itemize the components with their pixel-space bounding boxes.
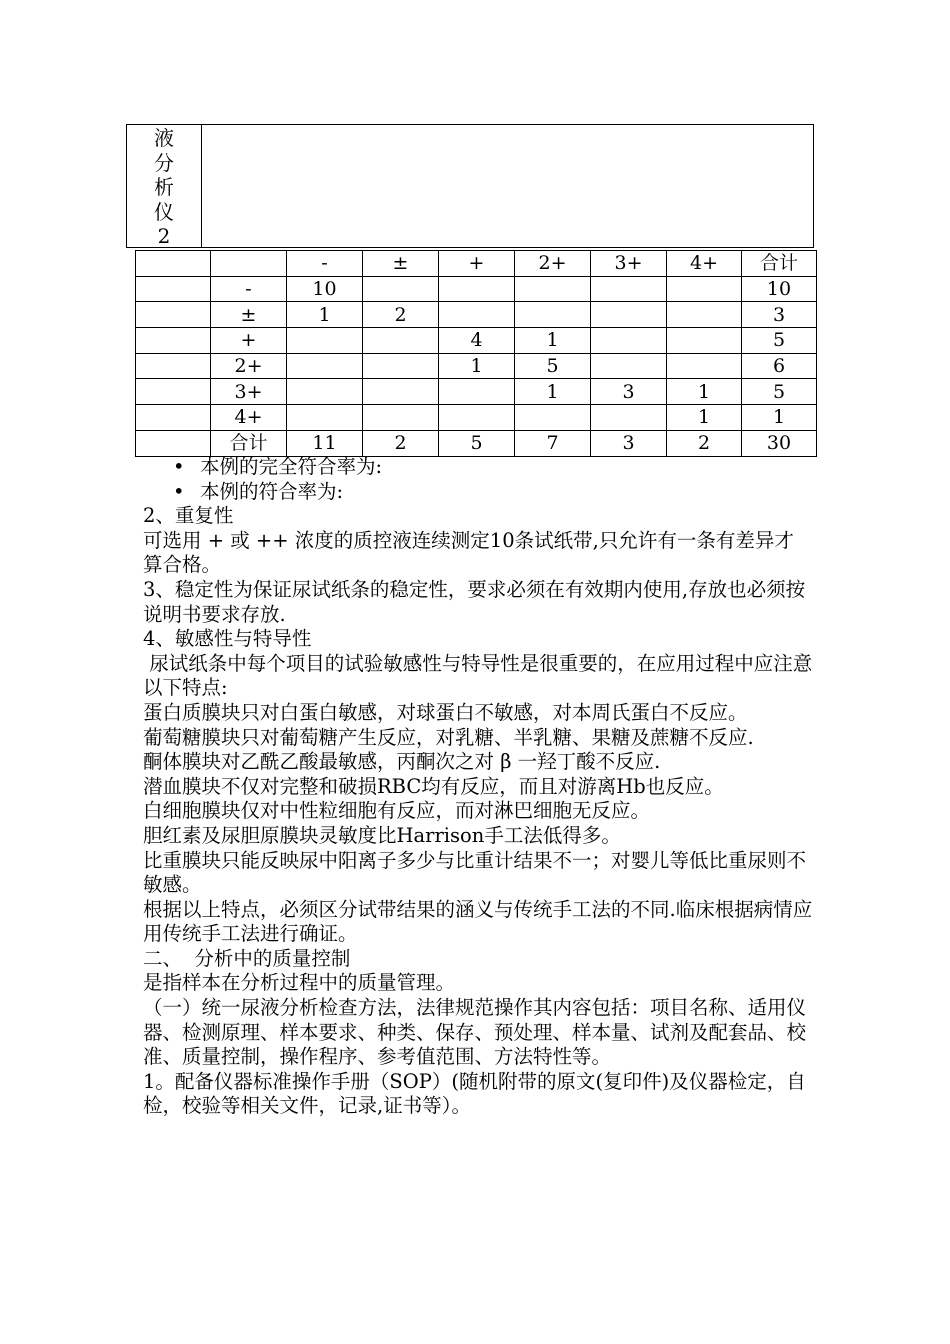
table-cell	[667, 353, 742, 379]
table-cell	[515, 405, 591, 431]
table-cell: 2+	[211, 353, 287, 379]
table-cell	[439, 276, 515, 302]
table-cell	[439, 379, 515, 405]
table-cell: 5	[742, 379, 817, 405]
bullet-text: 本例的完全符合率为:	[200, 455, 383, 478]
paragraph: 3、稳定性为保证尿试纸条的稳定性，要求必须在有效期内使用,存放也必须按说明书要求存放.	[143, 577, 806, 626]
table-cell	[136, 405, 211, 431]
label-char: 析	[154, 175, 174, 200]
table-cell: -	[211, 276, 287, 302]
paragraph: （一）统一尿液分析检查方法，法律规范操作其内容包括：项目名称、适用仪器、检测原理、样本要求、种类、保存、预处理、样本量、试剂及配套品、校准、质量控制，操作程序、参考值范围、方法特性等。	[143, 996, 807, 1069]
table-cell: 1	[515, 379, 591, 405]
paragraph: 可选用 + 或 ++ 浓度的质控液连续测定10条试纸带,只允许有一条有差异才算合格。	[143, 528, 794, 577]
table-cell: 6	[742, 353, 817, 379]
paragraph: 是指样本在分析过程中的质量管理。	[143, 971, 456, 995]
concordance-table	[135, 250, 817, 457]
table-cell	[287, 379, 363, 405]
table-cell	[591, 276, 667, 302]
header-cell: +	[439, 251, 515, 277]
table-cell: 4+	[211, 405, 287, 431]
table-cell: +	[211, 328, 287, 354]
table-cell: 5	[742, 328, 817, 354]
table-cell: 3	[591, 430, 667, 456]
table-cell: 10	[287, 276, 363, 302]
body-text	[143, 455, 813, 1119]
header-cell: -	[287, 251, 363, 277]
table-cell	[515, 302, 591, 328]
table-cell	[515, 276, 591, 302]
label-char: 分	[154, 150, 174, 175]
table-cell	[591, 405, 667, 431]
table-row	[136, 302, 817, 328]
table-cell: 合计	[211, 430, 287, 456]
table-cell	[363, 353, 439, 379]
table-cell	[591, 353, 667, 379]
bullet-item	[143, 455, 813, 480]
table-cell: 3+	[211, 379, 287, 405]
table-row	[136, 276, 817, 302]
paragraph: 根据以上特点，必须区分试带结果的涵义与传统手工法的不同.临床根据病情应用传统手工法进行确证。	[143, 897, 813, 946]
table-cell: 7	[515, 430, 591, 456]
section-heading: 二、 分析中的质量控制	[143, 946, 351, 970]
header-cell: 3+	[591, 251, 667, 277]
table-cell	[363, 328, 439, 354]
table-cell: 5	[439, 430, 515, 456]
table-cell	[136, 328, 211, 354]
table-cell: 10	[742, 276, 817, 302]
table-cell: 2	[667, 430, 742, 456]
table-cell	[287, 353, 363, 379]
table-cell	[591, 302, 667, 328]
paragraph: 白细胞膜块仅对中性粒细胞有反应，而对淋巴细胞无反应。	[143, 799, 651, 823]
label-char: 2	[157, 224, 171, 249]
table-cell	[667, 276, 742, 302]
table-cell	[136, 353, 211, 379]
table-cell: 4	[439, 328, 515, 354]
bullet-dot: •	[173, 479, 185, 503]
table-cell	[439, 302, 515, 328]
table-cell: ±	[211, 302, 287, 328]
table-header-row	[136, 251, 817, 277]
table-cell: 1	[515, 328, 591, 354]
table-cell	[136, 276, 211, 302]
section-heading: 4、敏感性与特导性	[143, 627, 312, 651]
table-cell	[136, 302, 211, 328]
label-char: 液	[154, 126, 174, 150]
table-row	[136, 353, 817, 379]
header-cell: 2+	[515, 251, 591, 277]
table-cell: 1	[742, 405, 817, 431]
table-cell	[667, 302, 742, 328]
table-cell: 1	[439, 353, 515, 379]
bullet-text: 本例的符合率为:	[200, 479, 344, 503]
paragraph: 潜血膜块不仅对完整和破损RBC均有反应，而且对游离Hb也反应。	[143, 774, 724, 798]
table-cell	[667, 328, 742, 354]
table-cell: 1	[667, 379, 742, 405]
table-row	[136, 405, 817, 431]
table-cell: 11	[287, 430, 363, 456]
header-cell: 合计	[742, 251, 817, 277]
table-cell	[363, 276, 439, 302]
header-cell: 4+	[667, 251, 742, 277]
analyzer-header-box	[126, 124, 814, 248]
section-heading: 2、重复性	[143, 504, 234, 528]
table-cell: 3	[591, 379, 667, 405]
table-total-row	[136, 430, 817, 456]
table-cell	[363, 379, 439, 405]
table-cell	[439, 405, 515, 431]
paragraph: 比重膜块只能反映尿中阳离子多少与比重计结果不一；对婴儿等低比重尿则不敏感。	[143, 848, 807, 897]
label-char: 仪	[154, 199, 174, 224]
paragraph: 胆红素及尿胆原膜块灵敏度比Harrison手工法低得多。	[143, 823, 621, 847]
paragraph: 蛋白质膜块只对白蛋白敏感，对球蛋白不敏感，对本周氏蛋白不反应。	[143, 700, 748, 724]
analyzer-label-cell	[127, 125, 202, 247]
table-cell: 2	[363, 302, 439, 328]
table-cell: 2	[363, 430, 439, 456]
paragraph: 酮体膜块对乙酰乙酸最敏感，丙酮次之对 β 一羟丁酸不反应.	[143, 750, 661, 774]
paragraph: 葡萄糖膜块只对葡萄糖产生反应，对乳糖、半乳糖、果糖及蔗糖不反应.	[143, 725, 754, 749]
paragraph: 1。配备仪器标准操作手册（SOP）(随机附带的原文(复印件)及仪器检定，自检，校验等相关文件，记录,证书等）。	[143, 1069, 806, 1118]
bullet-item	[143, 480, 813, 505]
table-cell	[287, 328, 363, 354]
table-cell: 1	[667, 405, 742, 431]
table-cell: 30	[742, 430, 817, 456]
table-cell	[363, 405, 439, 431]
table-cell: 5	[515, 353, 591, 379]
table-row	[136, 328, 817, 354]
table-cell: 3	[742, 302, 817, 328]
bullet-dot: •	[173, 455, 185, 478]
table-row	[136, 379, 817, 405]
header-cell	[136, 251, 211, 277]
paragraph: 尿试纸条中每个项目的试验敏感性与特导性是很重要的，在应用过程中应注意以下特点:	[143, 651, 813, 700]
table-cell	[136, 379, 211, 405]
table-cell	[287, 405, 363, 431]
table-cell	[136, 430, 211, 456]
table-cell	[591, 328, 667, 354]
header-cell: ±	[363, 251, 439, 277]
table-cell: 1	[287, 302, 363, 328]
header-cell	[211, 251, 287, 277]
